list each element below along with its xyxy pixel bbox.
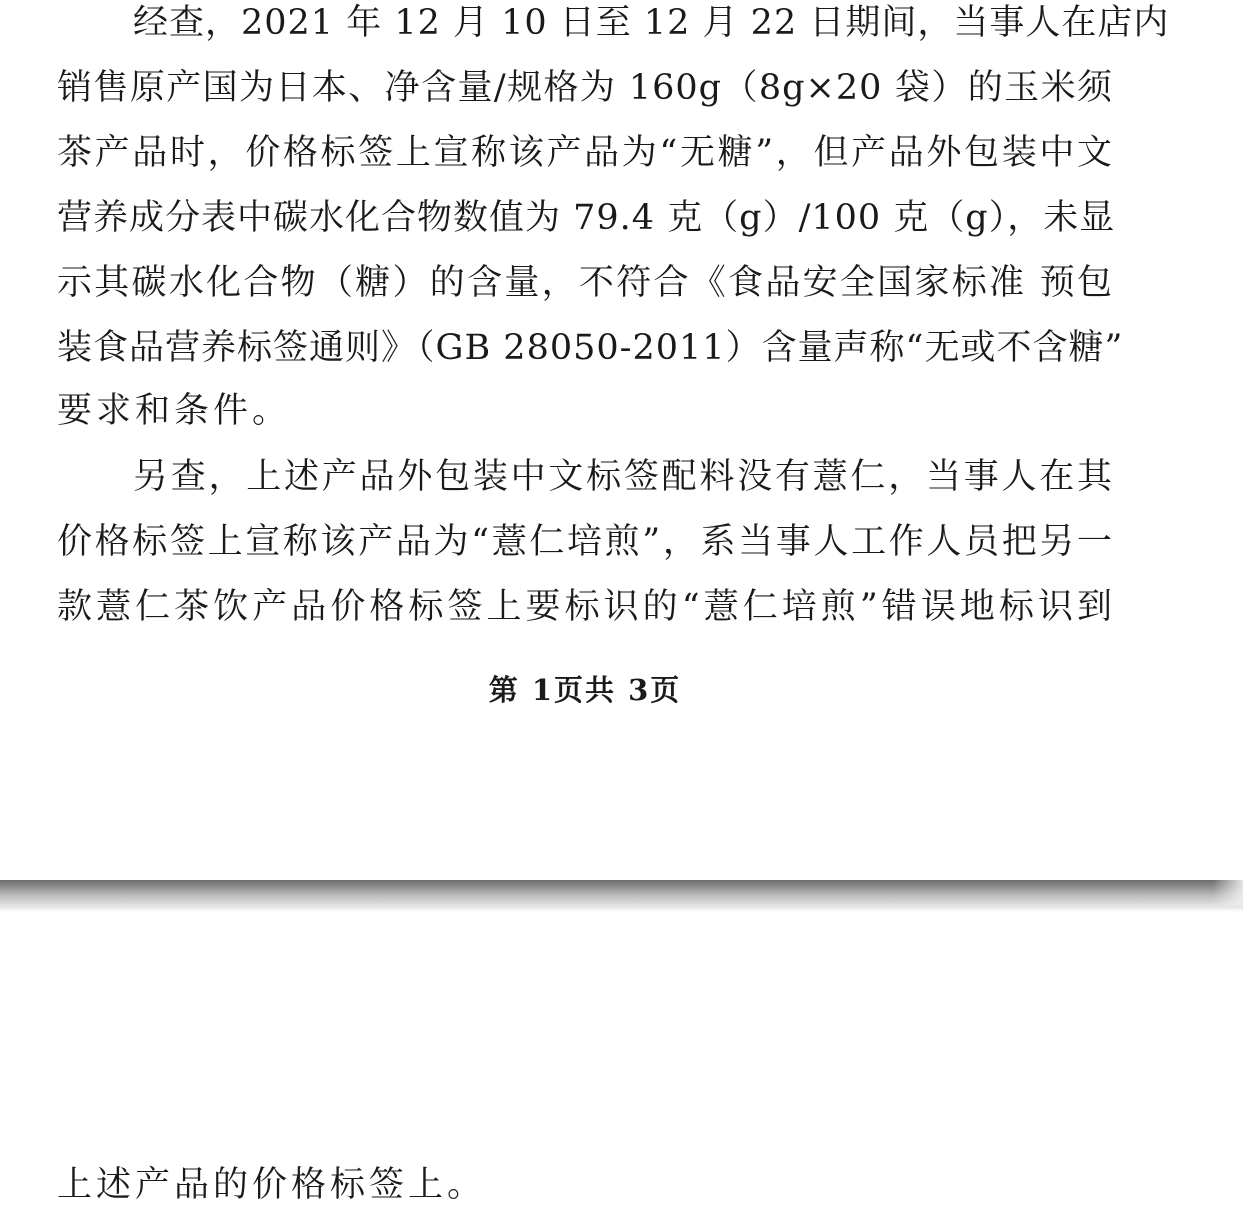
page-2-line-1: 上述产品的价格标签上。 xyxy=(57,1165,487,1205)
paragraph-1-line-5: 示其碳水化合物（糖）的含量，不符合《食品安全国家标准 预包 xyxy=(57,263,1113,303)
page-separator xyxy=(0,880,1243,906)
paragraph-1-line-6: 装食品营养标签通则》（GB 28050-2011）含量声称“无或不含糖” xyxy=(57,328,1124,368)
page-separator-edge xyxy=(1213,880,1243,906)
paragraph-2-line-1: 另查，上述产品外包装中文标签配料没有薏仁，当事人在其 xyxy=(133,457,1113,497)
document-page-2 xyxy=(0,906,1243,1207)
paragraph-1-line-7: 要求和条件。 xyxy=(57,391,292,431)
paragraph-2-line-2: 价格标签上宣称该产品为“薏仁培煎”，系当事人工作人员把另一 xyxy=(57,522,1113,562)
page-2-top-shadow xyxy=(0,906,1243,912)
paragraph-1-line-3: 茶产品时，价格标签上宣称该产品为“无糖”，但产品外包装中文 xyxy=(57,133,1113,173)
paragraph-2-line-3: 款薏仁茶饮产品价格标签上要标识的“薏仁培煎”错误地标识到 xyxy=(57,587,1113,627)
paragraph-1-line-4: 营养成分表中碳水化合物数值为 79.4 克（g）/100 克（g），未显 xyxy=(57,198,1116,238)
page-number-footer: 第 1页共 3页 xyxy=(488,673,682,707)
paragraph-1-line-1: 经查，2021 年 12 月 10 日至 12 月 22 日期间，当事人在店内 xyxy=(133,3,1170,43)
paragraph-1-line-2: 销售原产国为日本、净含量/规格为 160g（8g×20 袋）的玉米须 xyxy=(57,68,1113,108)
